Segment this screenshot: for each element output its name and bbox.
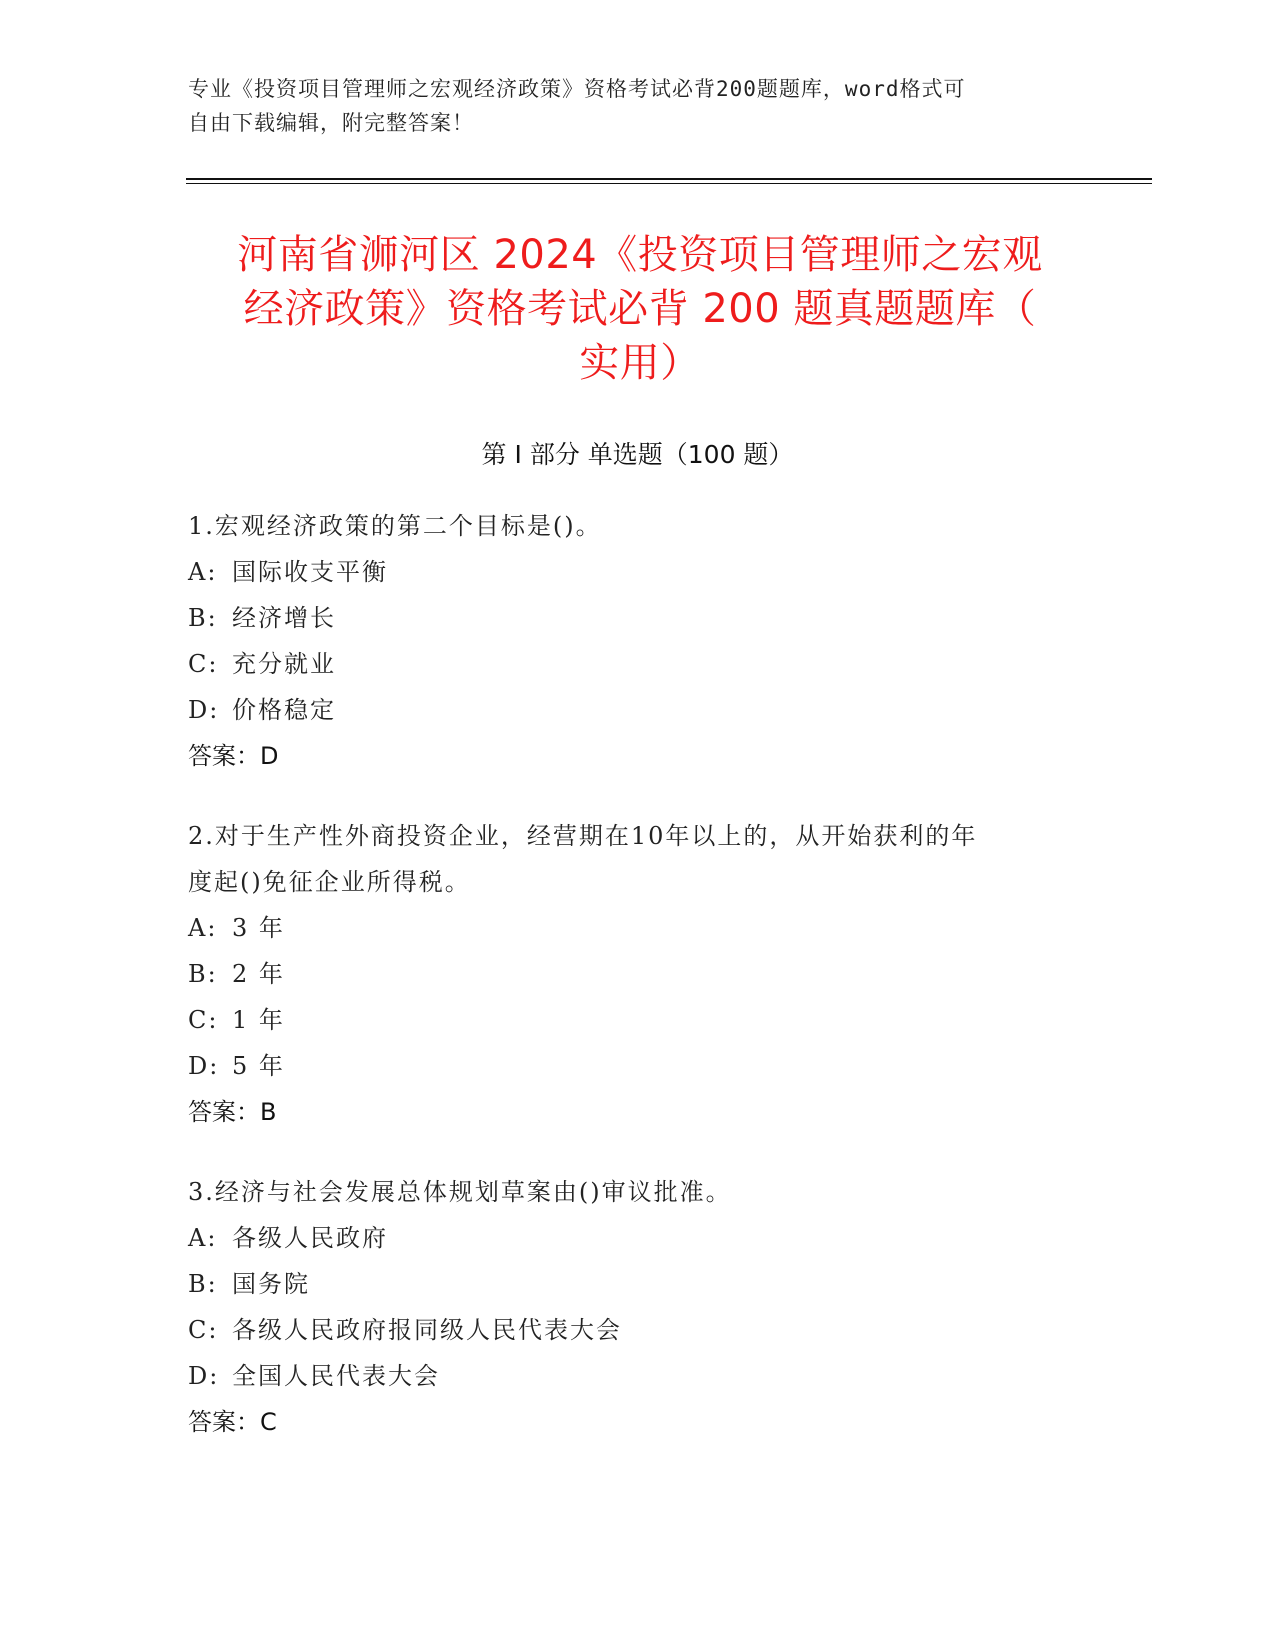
option-key: B:	[188, 604, 218, 632]
option-key: D:	[188, 1362, 220, 1390]
option-text: 充分就业	[232, 650, 336, 678]
option-text: 5 年	[232, 1052, 285, 1080]
header-note-line-2: 自由下载编辑，附完整答案！	[188, 111, 474, 135]
option-d	[188, 1353, 1088, 1399]
option-key: C:	[188, 1316, 219, 1344]
question-1	[188, 503, 1088, 779]
option-text: 全国人民代表大会	[232, 1362, 440, 1390]
document-title-line-2: 经济政策》资格考试必背 200 题真题题库（	[243, 286, 1037, 332]
option-a	[188, 549, 1088, 595]
option-c	[188, 1307, 1088, 1353]
option-a	[188, 1215, 1088, 1261]
option-text: 国际收支平衡	[232, 558, 388, 586]
option-text: 1 年	[232, 1006, 285, 1034]
document-title	[180, 228, 1100, 390]
option-text: 国务院	[232, 1270, 310, 1298]
header-note-line-1: 专业《投资项目管理师之宏观经济政策》资格考试必背200题题库，word格式可	[188, 77, 966, 101]
option-text: 各级人民政府	[232, 1224, 388, 1252]
option-text: 2 年	[232, 960, 285, 988]
option-c	[188, 641, 1088, 687]
header-note	[188, 72, 1068, 140]
question-stem-line-1: 2.对于生产性外商投资企业，经营期在10年以上的，从开始获利的年	[188, 822, 978, 850]
question-stem-line-2: 度起()免征企业所得税。	[188, 868, 471, 896]
option-key: D:	[188, 696, 220, 724]
answer-line: 答案：D	[188, 742, 279, 770]
section-title: 第 I 部分 单选题（100 题）	[481, 440, 794, 469]
question-stem: 1.宏观经济政策的第二个目标是()。	[188, 512, 602, 540]
document-title-line-3: 实用）	[579, 340, 701, 386]
header-divider-thin	[186, 183, 1152, 184]
option-key: B:	[188, 1270, 218, 1298]
option-b	[188, 1261, 1088, 1307]
answer-line: 答案：C	[188, 1408, 277, 1436]
question-stem: 3.经济与社会发展总体规划草案由()审议批准。	[188, 1178, 732, 1206]
header-divider-thick	[186, 178, 1152, 180]
option-b	[188, 951, 1088, 997]
option-key: A:	[188, 914, 218, 942]
option-a	[188, 905, 1088, 951]
option-b	[188, 595, 1088, 641]
document-title-line-1: 河南省浉河区 2024《投资项目管理师之宏观	[237, 232, 1043, 278]
option-key: D:	[188, 1052, 220, 1080]
option-text: 价格稳定	[232, 696, 336, 724]
option-c	[188, 997, 1088, 1043]
option-d	[188, 1043, 1088, 1089]
option-key: B:	[188, 960, 218, 988]
option-key: C:	[188, 1006, 219, 1034]
option-text: 各级人民政府报同级人民代表大会	[232, 1316, 622, 1344]
question-3	[188, 1169, 1088, 1445]
answer-line: 答案：B	[188, 1098, 277, 1126]
option-d	[188, 687, 1088, 733]
question-2	[188, 813, 1088, 1135]
option-text: 经济增长	[232, 604, 336, 632]
option-key: A:	[188, 558, 218, 586]
option-key: C:	[188, 650, 219, 678]
option-key: A:	[188, 1224, 218, 1252]
option-text: 3 年	[232, 914, 285, 942]
